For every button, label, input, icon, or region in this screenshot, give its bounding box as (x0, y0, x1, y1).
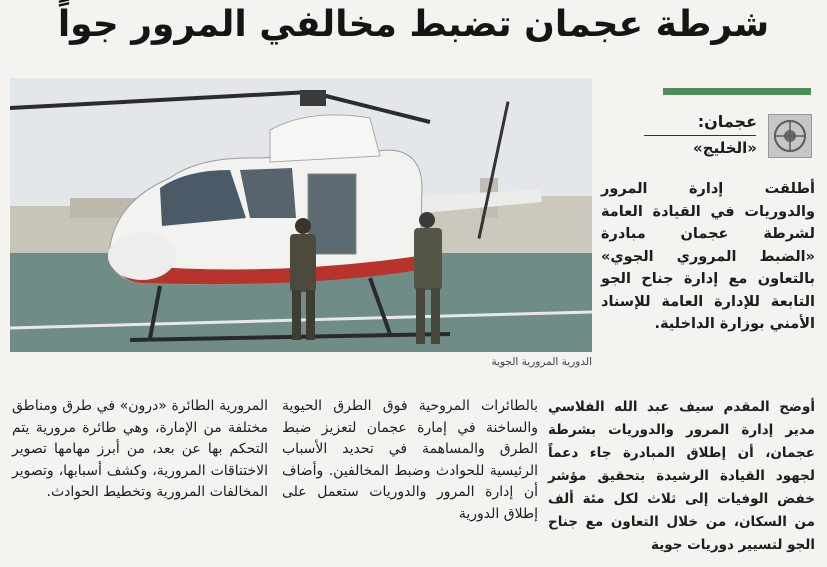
intro-paragraph: أطلقت إدارة المرور والدوريات في القيادة العامة لشرطة عجمان مبادرة «الضبط المروري الجوي» بالتعاون مع إدارة جناح الجو التابعة للإدارة العامة للإسناد الأمني بوزارة الداخلية. (601, 181, 815, 332)
body-column-3: المرورية الطائرة «درون» في طرق ومناطق مختلفة من الإمارة، وهي طائرة مرورية يتم التحكم بها عن بعد، من أبرز مهامها تصوير الاختناقات المرورية، وكشف أسبابها، وتصوير المخالفات المرورية وتخطيط الحوادث. (12, 398, 268, 500)
helicopter-photo (10, 78, 592, 352)
dateline: عجمان: (697, 112, 757, 131)
photo-caption: الدورية المرورية الجوية (491, 356, 592, 368)
section-accent-bar (663, 88, 811, 95)
newspaper-logo (768, 114, 812, 158)
headline: شرطة عجمان تضبط مخالفي المرور جواً (57, 4, 770, 45)
dateline-divider (644, 135, 756, 136)
body-column-2: بالطائرات المروحية فوق الطرق الحيوية والساخنة في إمارة عجمان لتعزيز ضبط الطرق والمساهمة في تحديد الأسباب الرئيسية للحوادث وضبط المخالفين. وأضاف أن إدارة المرور والدوريات ستعمل على إطلاق الدورية (282, 398, 538, 522)
source-credit: «الخليج» (692, 139, 757, 157)
body-column-1: أوضح المقدم سيف عبد الله الفلاسي مدير إدارة المرور والدوريات بشرطة عجمان، أن إطلاق المبادرة جاء دعماً لجهود القيادة الرشيدة بتحقيق مؤشر خفض الوفيات إلى ثلاث لكل مئة ألف من السكان، من خلال التعاون مع جناح الجو لتسيير دوريات جوية (548, 399, 815, 553)
